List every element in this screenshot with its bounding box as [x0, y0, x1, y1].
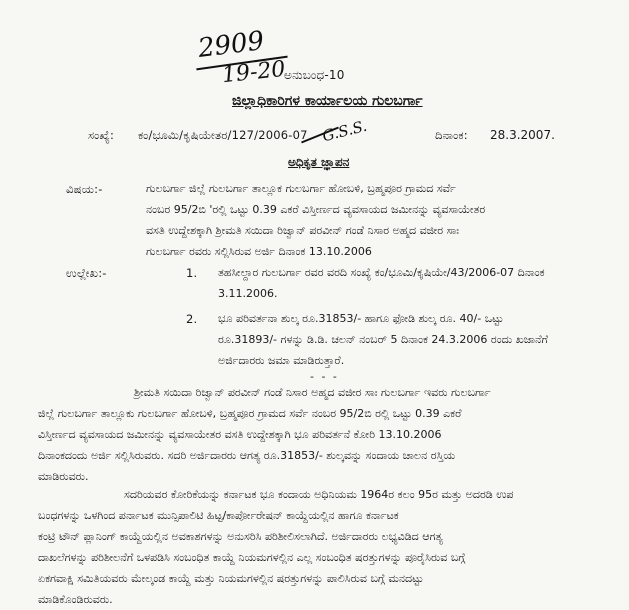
subject-line: ವಸತಿ ಉದ್ದೇಶಕ್ಕಾಗಿ ಶ್ರೀಮತಿ ಸಯಿದಾ ರಿಜ್ವಾನ್ ಪರವೀನ್ ಗಂಡೆ ನಿಸಾರ ಅಹ್ಮದ ವಜೀರ ಸಾಃ	[146, 224, 459, 237]
paragraph-line: ಕಂಟ್ರಿ ಟೌನ್ ಪ್ಲಾನಿಂಗ್ ಕಾಯ್ದೆಯಲ್ಲಿನ ಅವಕಾಶಗಳನ್ನು ಅನುಸರಿಸಿ ಪರಿಶೀಲಿಸಲಾಗಿದೆ. ಅರ್ಜಿದಾರರು ಲಭ್ಯವಿಡಿದ ಆಗತ್ಯ	[38, 530, 443, 543]
handwritten-initial: G.S.S.	[320, 116, 369, 146]
paragraph-line: ದಿನಾಂಕದಂದು ಅರ್ಜಿ ಸಲ್ಲಿಸಿರುವರು. ಸದರಿ ಅರ್ಜಿದಾರರು ಆಗತ್ಯ ರೂ.31853/- ಶುಲ್ಕವನ್ನು ಸಂದಾಯ ಚಾಲನ ರಸ್ತಿಯ	[38, 449, 456, 462]
ref-label: ಸಂಖ್ಯೆ:	[88, 128, 115, 142]
reference-item-1	[218, 262, 545, 304]
paragraph-line: ಮಾಡಿರುವರು.	[38, 470, 89, 483]
paragraph-line: ಬಂಧಗಳನ್ನು ಒಳಗಿಂದ ಪರ್ನಾಟಕ ಮುನ್ಸಿಪಾಲಿಟಿ ಹಿಟ್ಟ/ಕಾರ್ಪೋರೇಷನ್ ಕಾಯ್ದೆಯಲ್ಲಿನ ಹಾಗೂ ಕರ್ನಾಟಕ	[38, 509, 399, 522]
paragraph-line: ಜಿಲ್ಲೆ ಗುಲಬರ್ಗಾ ತಾಲ್ಲೂಕು ಗುಲಬರ್ಗಾ ಹೋಬಳಿ, ಬ್ರಹ್ಮಪೂರ ಗ್ರಾಮದ ಸರ್ವೆ ನಂಬರ 95/2ಬಿ ರಲ್ಲಿ ಒಟ್ಟು 0.39 ಎಕರೆ	[38, 407, 462, 420]
subject-line: ಗುಲಬರ್ಗಾ ಜಿಲ್ಲೆ ಗುಲಬರ್ಗಾ ತಾಲ್ಲೂಕ ಗುಲಬರ್ಗಾ ಹೋಬಳಿ, ಬ್ರಹ್ಮಪೂರ ಗ್ರಾಮದ ಸರ್ವೆ	[146, 182, 456, 195]
reference-line: ರೂ.31893/- ಗಳನ್ನು ಡಿ.ಡಿ. ಚಲನ್ ನಂಬರ್ 5 ದಿನಾಂಕ 24.3.2006 ರಂದು ಖಜಾನೆಗೆ	[218, 333, 548, 346]
reference-line: ಭೂ ಪರಿವರ್ತನಾ ಶುಲ್ಕ ರೂ.31853/- ಹಾಗೂ ಫೋಡಿ ಶುಲ್ಕ ರೂ. 40/- ಒಟ್ಟು	[218, 312, 504, 325]
notice-title: ಅಧಿಕೃತ ಜ್ಞಾಪನ	[288, 155, 350, 169]
paragraph-line: ಮಾಡಿಕೊಂಡಿರುವರು.	[38, 593, 113, 606]
subject-line: ನಂಬರ 95/2ಬಿ 'ರಲ್ಲಿ ಒಟ್ಟು 0.39 ಎಕರೆ ವಿಸ್ತೀರ್ಣದ ವ್ಯವಸಾಯದ ಜಮೀನನ್ನು ವ್ಯವಸಾಯೇತರ	[146, 203, 486, 216]
reference-item-2-number: 2.	[186, 312, 198, 326]
reference-label: ಉಲ್ಲೇಖ:-	[66, 266, 107, 280]
paragraph-line: ಸದರಿಯವರ ಕೋರಿಕೆಯನ್ನು ಕರ್ನಾಟಕ ಭೂ ಕಂದಾಯ ಅಧಿನಿಯಮ 1964ರ ಕಲಂ 95ರ ಮತ್ತು ಅದರಡಿ ಉಪ	[124, 488, 514, 501]
body-paragraph-1	[38, 382, 491, 487]
annexure-label: ಅನುಬಂಧ-10	[284, 68, 345, 82]
reference-line: 3.11.2006.	[218, 287, 278, 300]
body-paragraph-2	[38, 484, 513, 610]
paragraph-line: ಏಕಗವಾಕ್ಷಿ ಸಮಿತಿಯವರು ಮೇಲ್ಕಂಡ ಕಾಯ್ದೆ ಮತ್ತು ನಿಯಮಗಳಲ್ಲಿನ ಷರತ್ತುಗಳನ್ನು ಪಾಲಿಸಿರುವ ಬಗ್ಗೆ ಮನದಟ್ಟು	[38, 572, 424, 585]
reference-item-2	[218, 308, 548, 371]
reference-line: ಅರ್ಜಿದಾರರು ಜಮಾ ಮಾಡಿರುತ್ತಾರೆ.	[218, 354, 345, 367]
handwritten-number: 2909	[196, 26, 266, 64]
office-title: ಜಿಲ್ಲಾಧಿಕಾರಿಗಳ ಕಾರ್ಯಾಲಯ ಗುಲಬರ್ಗಾ	[232, 93, 423, 109]
date-label: ದಿನಾಂಕ:	[435, 128, 468, 142]
reference-item-1-number: 1.	[186, 266, 198, 280]
handwritten-date: 19-20	[220, 56, 287, 89]
paragraph-line: ಶ್ರೀಮತಿ ಸಯಿದಾ ರಿಜ್ವಾನ್ ಪರವೀನ್ ಗಂಡೆ ನಿಸಾರ ಅಹ್ಮದ ವಜೀರ ಸಾಃ ಗುಲಬರ್ಗಾ ಇವರು ಗುಲಬರ್ಗಾ	[134, 386, 491, 399]
subject-line: ಗುಲಬರ್ಗಾ ರವರು ಸಲ್ಲಿಸಿರುವ ಅರ್ಜಿ ದಿನಾಂಕ 13.10.2006	[146, 245, 372, 258]
paragraph-line: ವಿಸ್ತೀರ್ಣದ ವ್ಯವಸಾಯದ ಜಮೀನನ್ನು ವ್ಯವಸಾಯೇತರ ವಸತಿ ಉದ್ದೇಶಕ್ಕಾಗಿ ಭೂ ಪರಿವರ್ತನೆ ಕೋರಿ 13.10.2006	[38, 428, 442, 441]
subject-label: ವಿಷಯ:-	[66, 182, 103, 196]
reference-line: ತಹಸೀಲ್ದಾರ ಗುಲಬರ್ಗಾ ರವರ ವರದಿ ಸಂಖ್ಯೆ ಕಂ/ಭೂಮಿ/ಕೃಷಿಯೇ/43/2006-07 ದಿನಾಂಕ	[218, 266, 545, 279]
paragraph-line: ದಾಖಲೆಗಳನ್ನು ಪರಿಶೀಲನೆಗೆ ಒಳಪಡಿಸಿ ಸಂಬಂಧಿತ ಕಾಯ್ದೆ ನಿಯಮಗಳಲ್ಲಿನ ಎಲ್ಲ ಸಂಬಂಧಿತ ಷರತ್ತುಗಳನ್ನು ಪೂರೈಸಿರುವ ಬಗ್ಗೆ	[38, 551, 466, 564]
subject-text	[146, 178, 485, 262]
ref-number: ಕಂ/ಭೂಮಿ/ಕೃಷಿಯೇತರ/127/2006-07	[138, 128, 308, 142]
date-value: 28.3.2007.	[490, 128, 555, 142]
section-separator: - - -	[310, 370, 339, 383]
